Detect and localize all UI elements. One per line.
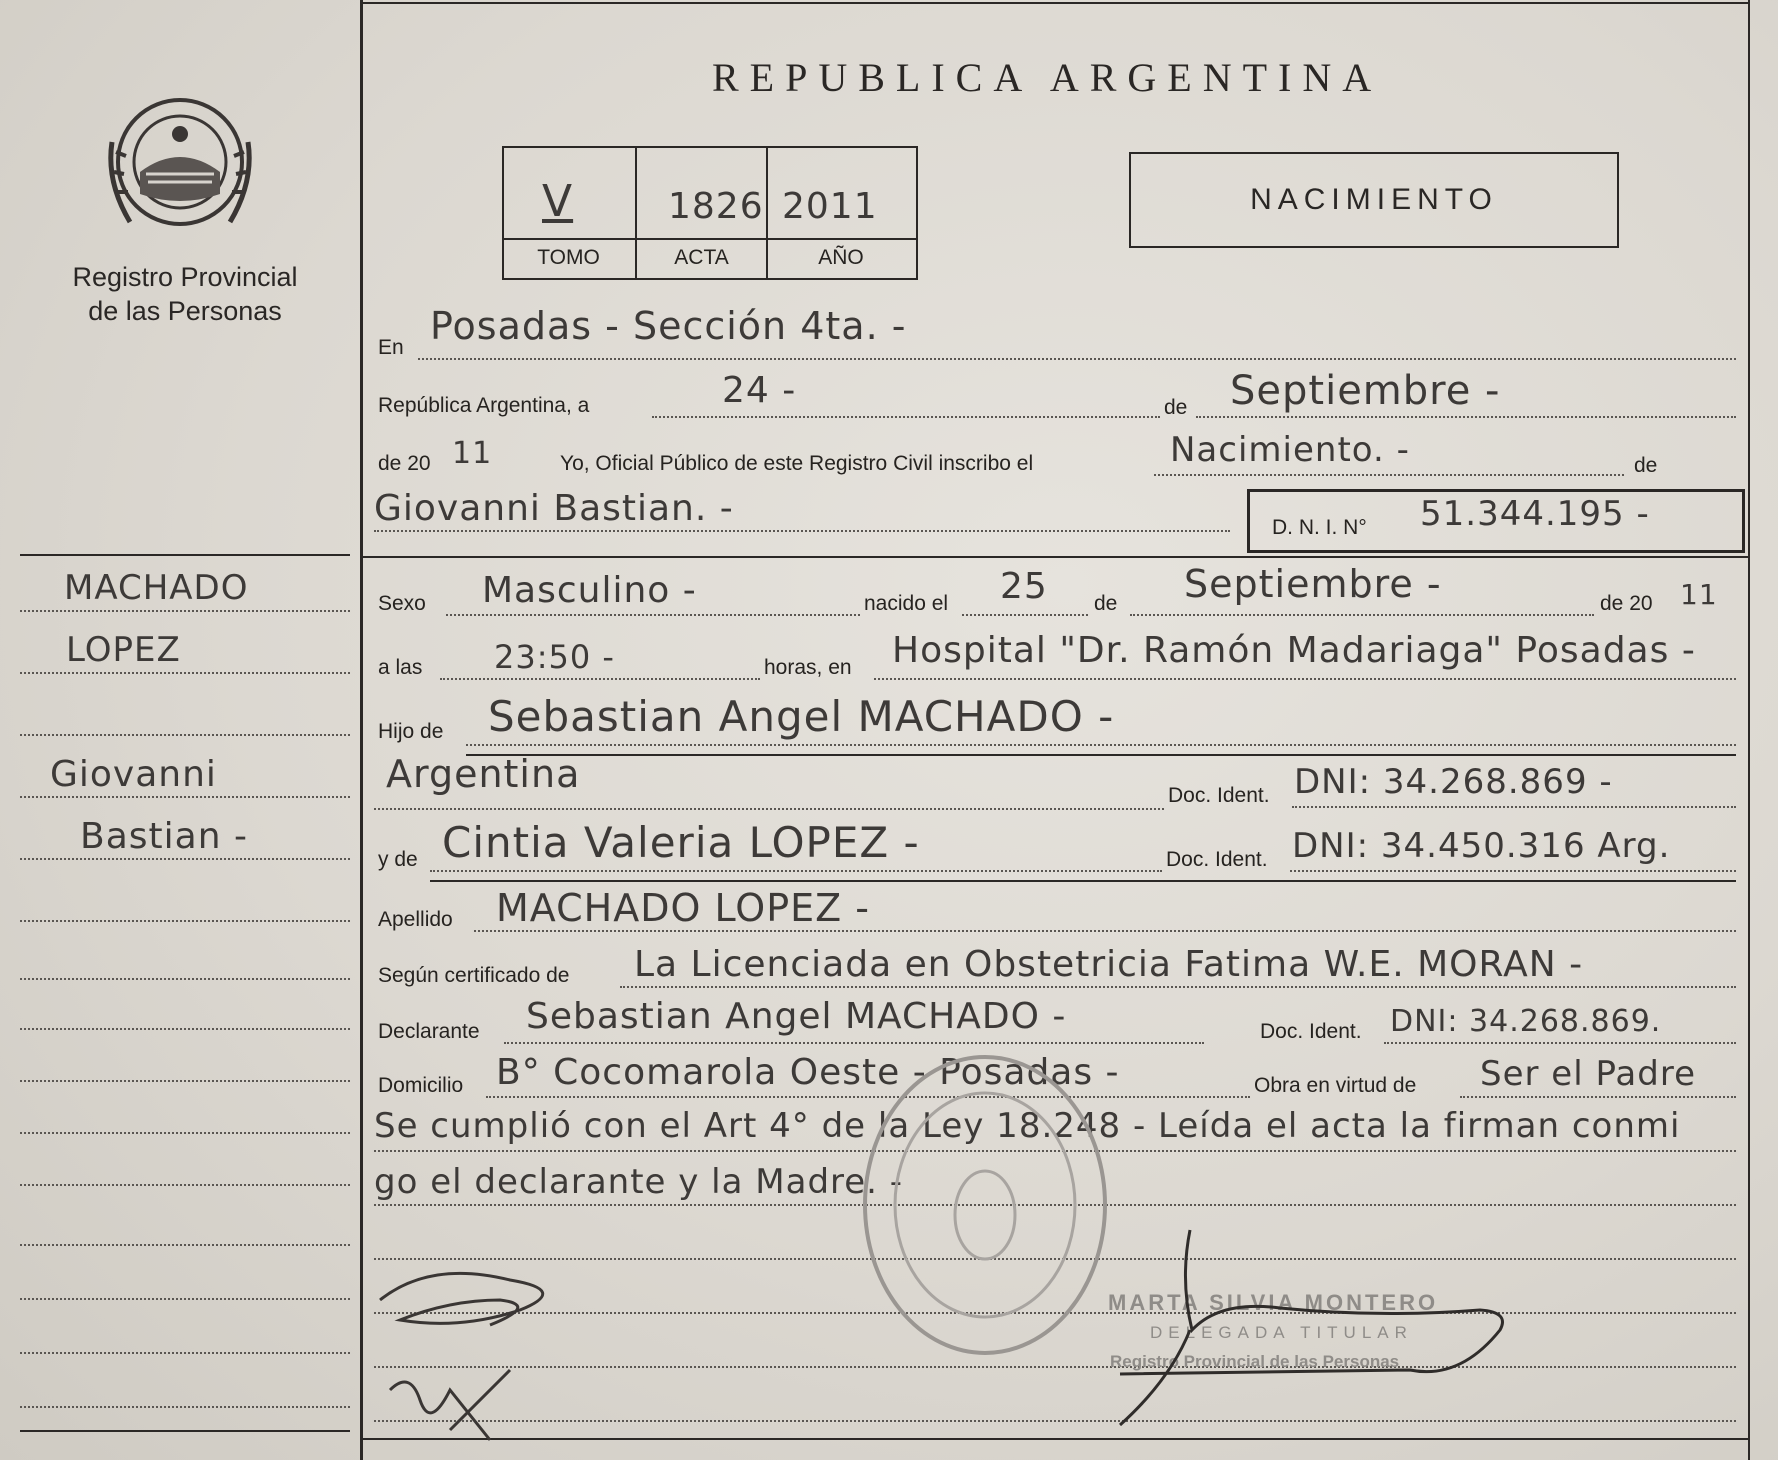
label-de-2: de [1634,454,1658,477]
label-y-de: y de [378,848,418,871]
left-divider [360,0,363,1460]
label-doc-ident-3: Doc. Ident. [1260,1020,1362,1043]
line-mes-nac [1130,614,1594,616]
line-padre [466,744,1736,746]
value-anio-nac: 11 [1680,578,1718,611]
right-edge [1748,0,1750,1460]
label-apellido: Apellido [378,908,453,931]
label-doc-ident-1: Doc. Ident. [1168,784,1270,807]
line-dia [652,416,1160,418]
margin-apellido-2: LOPEZ [66,630,181,670]
provincia-misiones-seal [100,82,260,242]
registry-title-line1: Registro Provincial [72,262,298,292]
margin-rule [20,796,350,798]
value-domicilio: B° Cocomarola Oeste - Posadas - [496,1052,1120,1093]
value-madre-doc: DNI: 34.450.316 Arg. [1292,826,1671,866]
line-certificado [620,986,1736,988]
value-anio-suffix: 11 [452,436,493,471]
margin-apellido-1: MACHADO [64,568,249,608]
line-madre-doc [1290,870,1736,872]
anio-label: AÑO [818,246,864,269]
line-obra [1460,1096,1736,1098]
value-dia-nac: 25 [1000,566,1048,607]
label-en: En [378,336,404,359]
value-declarante: Sebastian Angel MACHADO - [526,996,1067,1037]
line-sexo [446,614,860,616]
label-obra: Obra en virtud de [1254,1074,1417,1097]
margin-nombre-2: Bastian - [80,816,248,857]
label-de20: de 20 [378,452,431,475]
document-type: NACIMIENTO [1250,183,1498,216]
registry-title [40,260,330,328]
label-de-3: de [1094,592,1118,615]
label-a-las: a las [378,656,423,679]
value-acto: Nacimiento. - [1170,430,1410,470]
parent-divider [466,754,1736,756]
value-nota-1: Se cumplió con el Art 4° de la Ley 18.248 - Leída el acta la firman conmi [374,1106,1681,1146]
label-segun: Según certificado de [378,964,570,987]
margin-rule [20,1352,350,1354]
document-type-box [1129,152,1619,248]
margin-rule [20,1028,350,1030]
acta-value: 1826 [668,186,764,227]
line-acto [1154,474,1624,476]
value-mes-nac: Septiembre - [1184,562,1442,606]
margin-rule [20,1406,350,1408]
value-certificado: La Licenciada en Obstetricia Fatima W.E. MORAN - [634,944,1584,985]
label-de20-b: de 20 [1600,592,1653,615]
margin-nombre-1: Giovanni [50,754,217,795]
value-dni: 51.344.195 - [1420,494,1650,534]
value-lugar-nac: Hospital "Dr. Ramón Madariaga" Posadas - [892,630,1696,671]
margin-rule [20,1244,350,1246]
line-en [418,358,1736,360]
tomo-label: TOMO [537,246,600,269]
value-nombre: Giovanni Bastian. - [374,488,734,529]
label-sexo: Sexo [378,592,426,615]
line-hora [440,678,760,680]
value-apellido: MACHADO LOPEZ - [496,886,870,930]
label-doc-ident-2: Doc. Ident. [1166,848,1268,871]
line-apellido [474,930,1736,932]
line-nombre [374,530,1230,532]
line-dia-nac [962,614,1088,616]
margin-rule [20,978,350,980]
section-divider [362,556,1750,558]
margin-bottom-line [20,1430,350,1432]
value-hora: 23:50 - [494,638,615,676]
label-dni: D. N. I. N° [1272,516,1367,539]
margin-divider [20,554,350,556]
mother-divider [430,880,1736,882]
signature-declarante [370,1250,590,1450]
value-lugar: Posadas - Sección 4ta. - [430,304,907,348]
value-madre: Cintia Valeria LOPEZ - [442,818,920,867]
record-table-rule [502,238,916,240]
tomo-value: V [542,176,574,227]
label-republica: República Argentina, a [378,394,590,417]
label-nacido-el: nacido el [864,592,949,615]
margin-rule [20,1184,350,1186]
label-hijo-de: Hijo de [378,720,444,743]
line-declarante-doc [1384,1042,1736,1044]
value-padre: Sebastian Angel MACHADO - [488,692,1115,741]
margin-rule [20,610,350,612]
top-edge [362,2,1750,4]
anio-value: 2011 [782,186,878,227]
document-title: REPUBLICA ARGENTINA [712,55,1383,100]
signature-official [1080,1220,1600,1440]
official-role: DELEGADA TITULAR [1150,1323,1413,1342]
value-mes: Septiembre - [1230,368,1501,414]
value-dia: 24 - [722,370,797,411]
margin-rule [20,858,350,860]
margin-rule [20,672,350,674]
acta-label: ACTA [674,246,729,269]
label-horas-en: horas, en [764,656,852,679]
margin-rule [20,1080,350,1082]
value-obra: Ser el Padre [1480,1054,1696,1094]
margin-rule [20,1132,350,1134]
label-yo-oficial: Yo, Oficial Público de este Registro Civil inscribo el [560,452,1034,475]
registry-title-line2: de las Personas [88,296,282,326]
value-padre-nac: Argentina [386,752,581,796]
value-declarante-doc: DNI: 34.268.869. [1390,1004,1662,1039]
value-sexo: Masculino - [482,570,697,611]
line-padre-nac [374,808,1164,810]
label-declarante: Declarante [378,1020,480,1043]
label-domicilio: Domicilio [378,1074,464,1097]
margin-rule [20,734,350,736]
value-nota-2: go el declarante y la Madre. - [374,1162,904,1202]
label-de-1: de [1164,396,1188,419]
line-madre [430,870,1162,872]
line-lugar-nac [874,678,1736,680]
official-office: Registro Provincial de las Personas [1110,1352,1400,1371]
line-padre-doc [1292,806,1736,808]
margin-rule [20,1298,350,1300]
margin-rule [20,920,350,922]
value-padre-doc: DNI: 34.268.869 - [1294,762,1613,802]
line-mes [1196,416,1736,418]
line-declarante [504,1042,1204,1044]
official-name: MARTA SILVIA MONTERO [1108,1290,1439,1315]
